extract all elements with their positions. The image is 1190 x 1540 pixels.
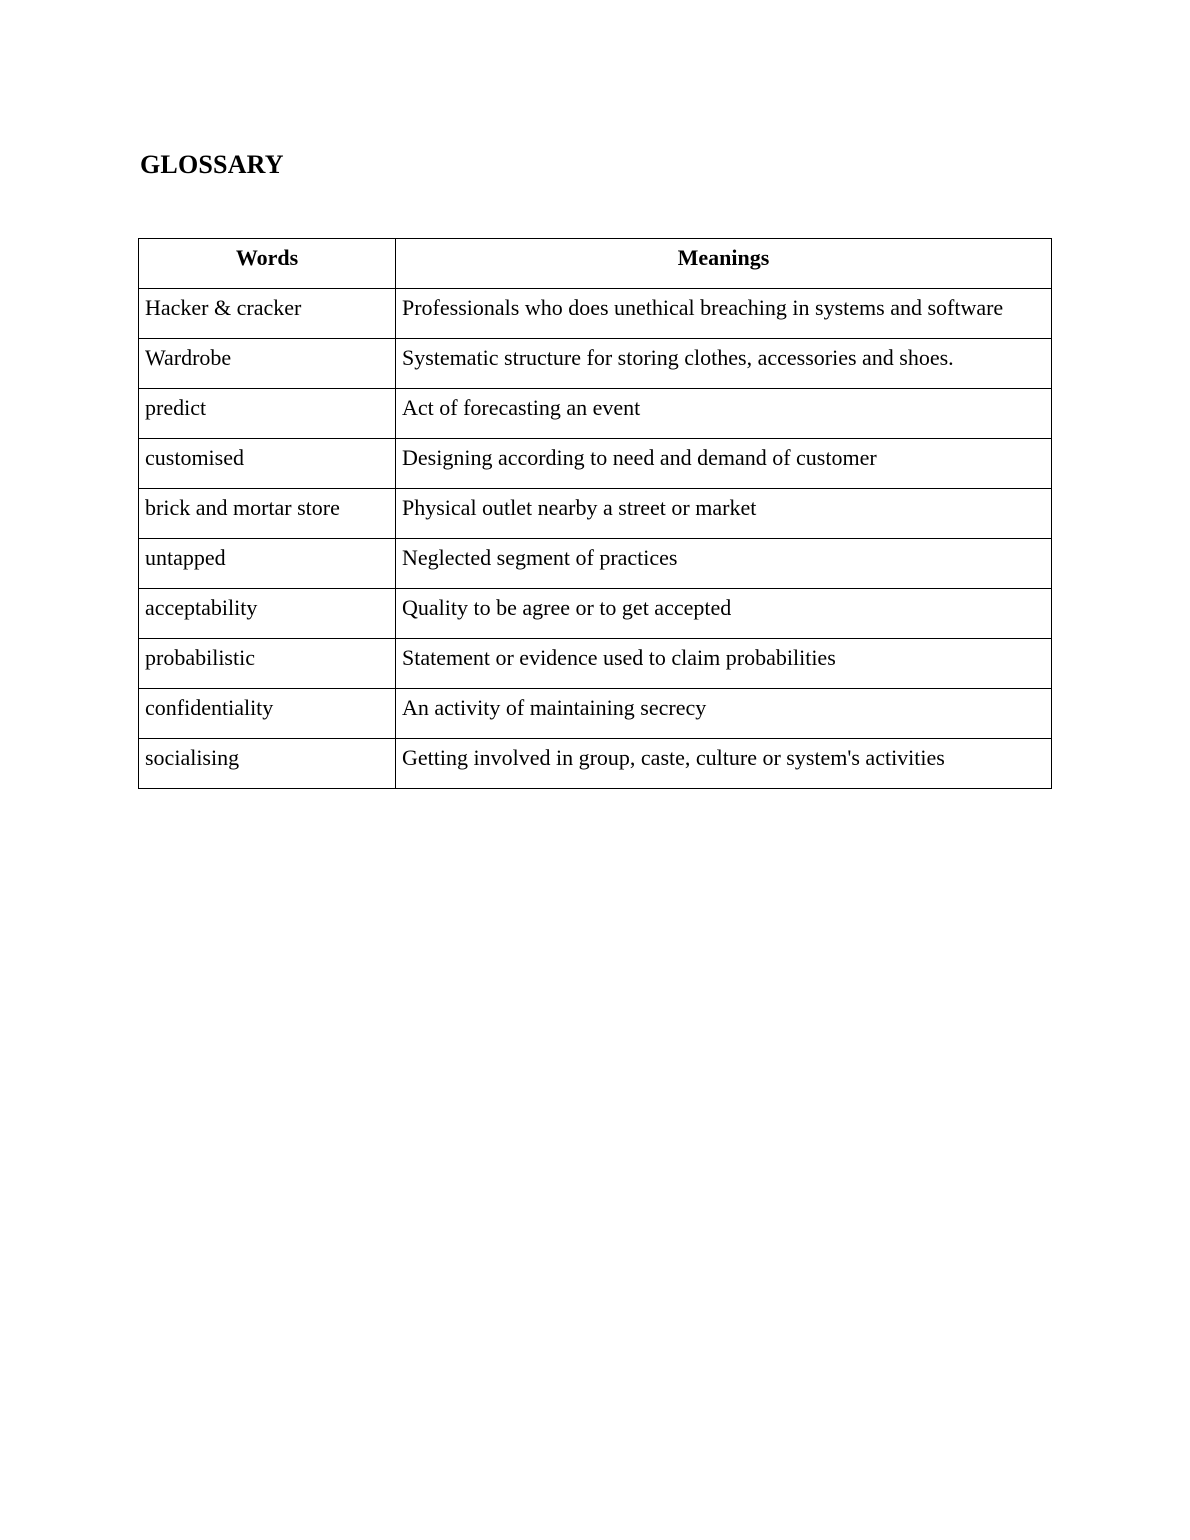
word-cell: probabilistic	[139, 639, 396, 689]
page-title: GLOSSARY	[140, 150, 284, 179]
table-row	[139, 339, 1052, 389]
meaning-cell: An activity of maintaining secrecy	[396, 689, 1052, 739]
meaning-cell: Neglected segment of practices	[396, 539, 1052, 589]
word-cell: acceptability	[139, 589, 396, 639]
table-header-row	[139, 239, 1052, 289]
meaning-cell: Professionals who does unethical breaching in systems and software	[396, 289, 1052, 339]
word-cell: Hacker & cracker	[139, 289, 396, 339]
meaning-cell: Getting involved in group, caste, culture or system's activities	[396, 739, 1052, 789]
meaning-cell: Systematic structure for storing clothes, accessories and shoes.	[396, 339, 1052, 389]
meaning-cell: Act of forecasting an event	[396, 389, 1052, 439]
meaning-cell: Designing according to need and demand of customer	[396, 439, 1052, 489]
word-cell: confidentiality	[139, 689, 396, 739]
table-row	[139, 539, 1052, 589]
table-row	[139, 739, 1052, 789]
table-row	[139, 489, 1052, 539]
word-cell: customised	[139, 439, 396, 489]
table-row	[139, 289, 1052, 339]
word-cell: predict	[139, 389, 396, 439]
glossary-table	[138, 238, 1052, 789]
meaning-cell: Statement or evidence used to claim probabilities	[396, 639, 1052, 689]
column-header-meanings: Meanings	[396, 239, 1052, 289]
meaning-cell: Quality to be agree or to get accepted	[396, 589, 1052, 639]
table-row	[139, 639, 1052, 689]
column-header-words: Words	[139, 239, 396, 289]
meaning-cell: Physical outlet nearby a street or market	[396, 489, 1052, 539]
table-row	[139, 589, 1052, 639]
table-row	[139, 689, 1052, 739]
word-cell: socialising	[139, 739, 396, 789]
word-cell: Wardrobe	[139, 339, 396, 389]
table-row	[139, 439, 1052, 489]
table-row	[139, 389, 1052, 439]
word-cell: untapped	[139, 539, 396, 589]
word-cell: brick and mortar store	[139, 489, 396, 539]
